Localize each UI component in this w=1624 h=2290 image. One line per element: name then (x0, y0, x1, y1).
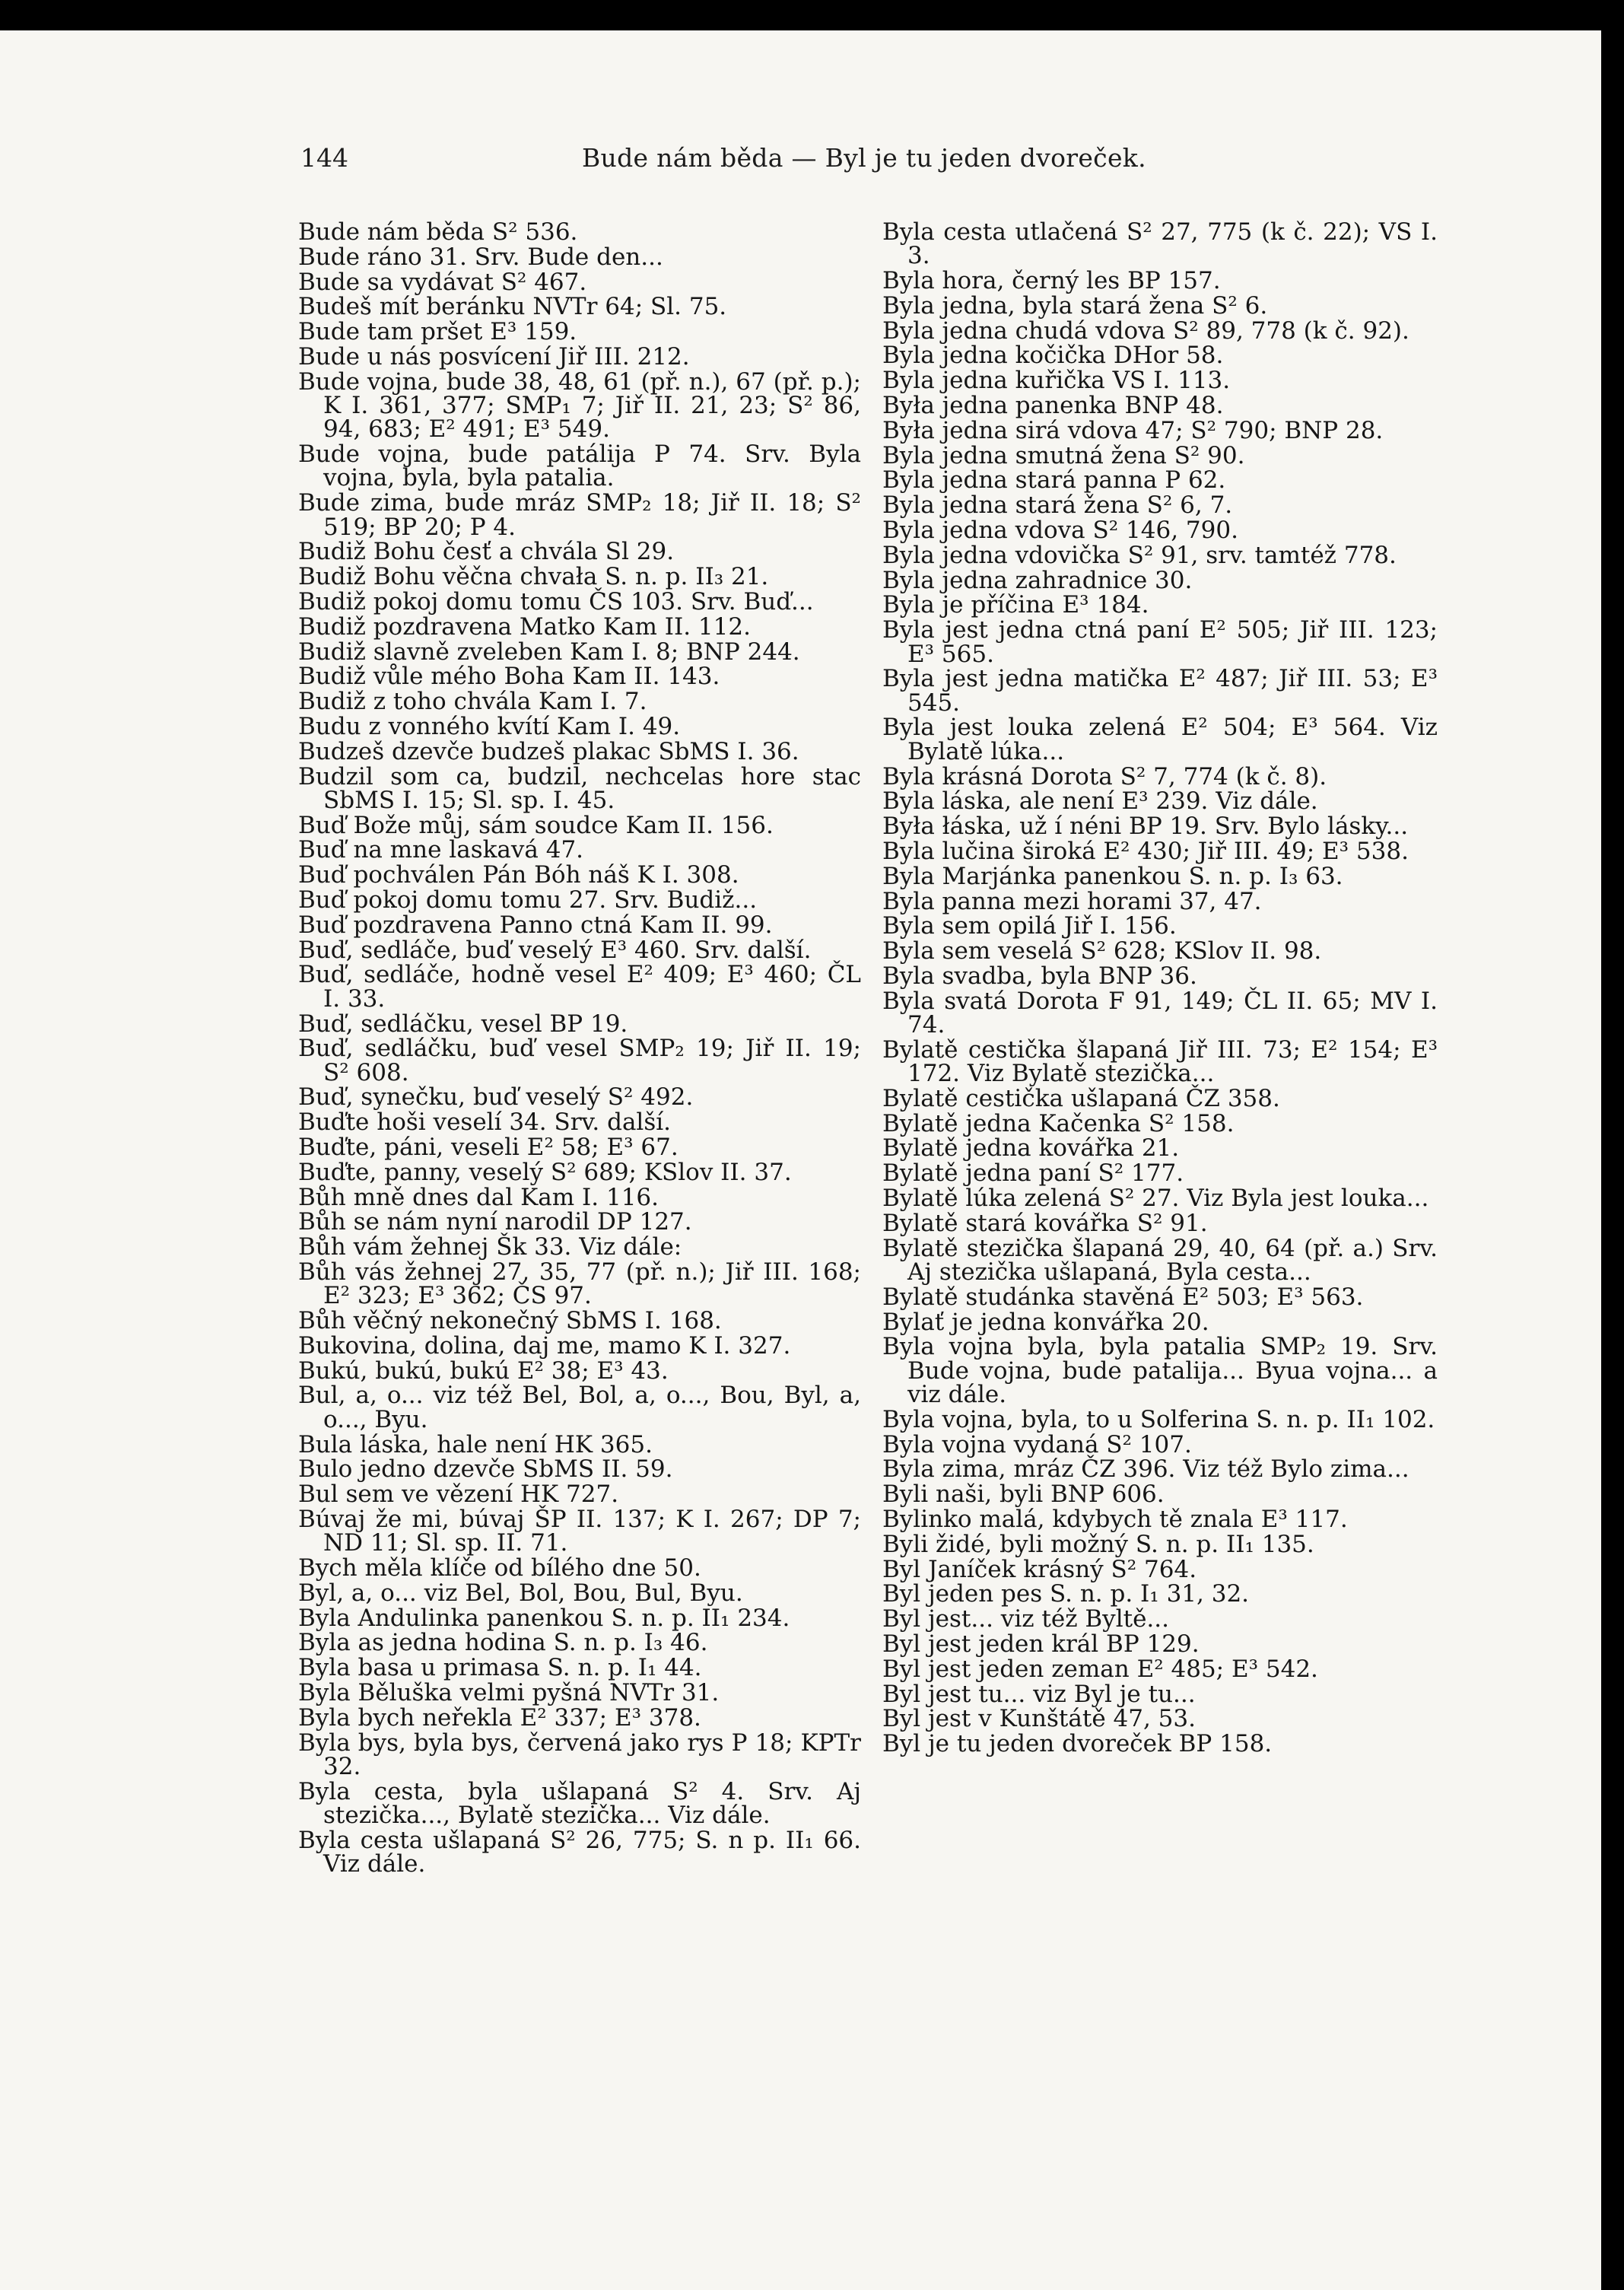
index-entry: Byli naši, byli BNP 606. (882, 1481, 1165, 1509)
index-entry: Bula láska, hale není HK 365. (298, 1430, 653, 1458)
index-entry: Bylatě lúka zelená S² 27. Viz Byla jest louka... (882, 1185, 1429, 1213)
index-entry: Była jedna sirá vdova 47; S² 790; BNP 28. (882, 416, 1384, 444)
index-entry: Bul sem ve vězení HK 727. (298, 1481, 619, 1509)
index-entry: Budiž Bohu česť a chvála Sl 29. (298, 538, 675, 566)
index-entry: Byla cesta ušlapaná S² 26, 775; S. n p. II₁ 66. Viz dále. (298, 1826, 861, 1878)
index-entry: Byla hora, černý les BP 157. (882, 267, 1221, 295)
index-column-right (882, 218, 1438, 1758)
index-entry: Bylatě studánka stavěná E² 503; E³ 563. (882, 1283, 1364, 1311)
index-entry: Búvaj že mi, búvaj ŠP II. 137; K I. 267; DP 7; ND 11; Sl. sp. II. 71. (298, 1505, 861, 1557)
index-entry: Byla sem opilá Jiř I. 156. (882, 912, 1177, 940)
index-entry: Byla cesta, byla ušlapaná S² 4. Srv. Aj stezička..., Bylatě stezička... Viz dále. (298, 1777, 861, 1829)
index-entry: Byla jest jedna ctná paní E² 505; Jiř III. 123; E³ 565. (882, 616, 1438, 668)
index-entry: Bylatě jedna paní S² 177. (882, 1159, 1184, 1188)
index-entry: Bukú, bukú, bukú E² 38; E³ 43. (298, 1357, 669, 1385)
index-entry: Buď Bože můj, sám soudce Kam II. 156. (298, 811, 774, 839)
index-entry: Byla jedna zahradnice 30. (882, 566, 1193, 594)
index-entry: Bude u nás posvícení Jiř III. 212. (298, 342, 690, 371)
index-entry: Buď, sedláčku, buď vesel SMP₂ 19; Jiř II. 19; S² 608. (298, 1035, 861, 1086)
book-page (0, 30, 1601, 2290)
index-entry: Bylatě cestička ušlapaná ČZ 358. (882, 1084, 1280, 1112)
index-entry: Bulo jedno dzevče SbMS II. 59. (298, 1455, 673, 1484)
index-entry: Byla jedna stará žena S² 6, 7. (882, 491, 1233, 520)
index-entry: Buď, sedláčku, vesel BP 19. (298, 1010, 628, 1038)
index-entry: Byla Běluška velmi pyšná NVTr 31. (298, 1679, 720, 1707)
index-entry: Bych měla klíče od bílého dne 50. (298, 1554, 701, 1582)
index-entry: Byl jest jeden zeman E² 485; E³ 542. (882, 1655, 1318, 1683)
index-entry: Budu z vonného kvítí Kam I. 49. (298, 712, 681, 740)
index-entry: Bylatě jedna Kačenka S² 158. (882, 1109, 1235, 1137)
index-entry: Bůh vás žehnej 27, 35, 77 (př. n.); Jiř III. 168; E² 323; E³ 362; ČS 97. (298, 1258, 861, 1310)
index-entry: Budzeš dzevče budzeš plakac SbMS I. 36. (298, 737, 799, 765)
index-entry: Bylinko malá, kdybych tě znala E³ 117. (882, 1505, 1348, 1533)
index-entry: Bylatě cestička šlapaná Jiř III. 73; E² 154; E³ 172. Viz Bylatě stezička... (882, 1035, 1438, 1088)
index-entry: Byla svatá Dorota F 91, 149; ČL II. 65; MV I. 74. (882, 987, 1438, 1038)
index-entry: Byl jest... viz též Byltě... (882, 1605, 1169, 1633)
index-entry: Byla jedna vdova S² 146, 790. (882, 517, 1238, 545)
index-entry: Bylatě stezička šlapaná 29, 40, 64 (př. a.) Srv. Aj stezička ušlapaná, Byla cesta... (882, 1234, 1438, 1286)
index-entry: Byl jest jeden král BP 129. (882, 1630, 1200, 1658)
index-entry: Buď, synečku, buď veselý S² 492. (298, 1083, 694, 1112)
index-entry: Bylať je jedna konvářka 20. (882, 1308, 1209, 1336)
index-entry: Buď pozdravena Panno ctná Kam II. 99. (298, 911, 773, 939)
index-entry: Bude sa vydávat S² 467. (298, 268, 587, 296)
index-entry: Byla lučina široká E² 430; Jiř III. 49; E³ 538. (882, 837, 1409, 865)
index-entry: Bude vojna, bude 38, 48, 61 (př. n.), 67 (př. p.); K I. 361, 377; SMP₁ 7; Jiř II. 21, 23; S² 86, 94, 683; E² 491; E³ 549. (298, 367, 861, 444)
index-entry: Byla Andulinka panenkou S. n. p. II₁ 234. (298, 1604, 790, 1632)
index-entry: Byla jedna, byla stará žena S² 6. (882, 291, 1268, 320)
index-entry: Buď na mne laskavá 47. (298, 836, 584, 864)
index-entry: Budzil som ca, budzil, nechcelas hore stac SbMS I. 15; Sl. sp. I. 45. (298, 762, 861, 814)
index-entry: Byla je příčina E³ 184. (882, 591, 1149, 619)
index-entry: Buďte hoši veselí 34. Srv. další. (298, 1108, 672, 1137)
index-entry: Byla jest louka zelená E² 504; E³ 564. Viz Bylatě lúka... (882, 714, 1438, 765)
index-entry: Bul, a, o... viz též Bel, Bol, a, o..., Bou, Byl, a, o..., Byu. (298, 1382, 861, 1433)
index-entry: Budeš mít beránku NVTr 64; Sl. 75. (298, 293, 727, 321)
index-entry: Budiž slavně zveleben Kam I. 8; BNP 244. (298, 638, 800, 666)
index-entry: Byla jedna vdovička S² 91, srv. tamtéž 778. (882, 541, 1397, 569)
index-entry: Była łáska, už í néni BP 19. Srv. Bylo lásky... (882, 813, 1409, 841)
index-entry: Byla bych neřekla E² 337; E³ 378. (298, 1703, 701, 1732)
index-entry: Była jedna panenka BNP 48. (882, 392, 1224, 420)
index-entry: Byla jedna smutná žena S² 90. (882, 441, 1245, 469)
index-entry: Budiž pozdravena Matko Kam II. 112. (298, 612, 751, 641)
index-entry: Byla Marjánka panenkou S. n. p. I₃ 63. (882, 862, 1343, 890)
index-entry: Bukovina, dolina, daj me, mamo K I. 327. (298, 1331, 791, 1360)
index-entry: Buďte, páni, veseli E² 58; E³ 67. (298, 1133, 679, 1161)
index-entry: Byla jedna chudá vdova S² 89, 778 (k č. 92). (882, 316, 1409, 345)
index-entry: Byla vojna vydaná S² 107. (882, 1430, 1192, 1458)
index-column-left (298, 218, 861, 1878)
index-entry: Budiž vůle mého Boha Kam II. 143. (298, 663, 720, 691)
index-entry: Buď, sedláče, hodně vesel E² 409; E³ 460; ČL I. 33. (298, 961, 861, 1013)
index-entry: Bůh se nám nyní narodil DP 127. (298, 1208, 692, 1236)
index-entry: Byla basa u primasa S. n. p. I₁ 44. (298, 1654, 702, 1682)
index-entry: Bude zima, bude mráz SMP₂ 18; Jiř II. 18; S² 519; BP 20; P 4. (298, 489, 861, 541)
index-entry: Byla as jedna hodina S. n. p. I₃ 46. (298, 1629, 708, 1657)
index-entry: Buď pochválen Pán Bóh náš K I. 308. (298, 861, 739, 889)
index-entry: Bude vojna, bude patálija P 74. Srv. Byla vojna, byla, byla patalia. (298, 441, 861, 492)
index-entry: Byla jedna kočička DHor 58. (882, 342, 1224, 370)
index-entry: Byla jedna kuřička VS I. 113. (882, 367, 1231, 395)
index-entry: Budiž pokoj domu tomu ČS 103. Srv. Buď... (298, 587, 814, 615)
index-entry: Byl je tu jeden dvoreček BP 158. (882, 1730, 1273, 1758)
page-number: 144 (300, 143, 348, 173)
index-entry: Buď, sedláče, buď veselý E³ 460. Srv. další. (298, 936, 812, 964)
index-entry: Budiž z toho chvála Kam I. 7. (298, 688, 647, 716)
page-header (300, 143, 1305, 189)
index-entry: Buďte, panny, veselý S² 689; KSlov II. 37. (298, 1158, 792, 1186)
index-entry: Byl jest v Kunštátě 47, 53. (882, 1705, 1196, 1733)
index-entry: Byla bys, byla bys, červená jako rys P 18; KPTr 32. (298, 1729, 861, 1780)
index-entry: Byl jest tu... viz Byl je tu... (882, 1680, 1196, 1708)
index-entry: Byla panna mezi horami 37, 47. (882, 887, 1262, 915)
index-entry: Byla svadba, byla BNP 36. (882, 962, 1197, 990)
index-entry: Byla láska, ale není E³ 239. Viz dále. (882, 787, 1318, 816)
index-entry: Byli židé, byli možný S. n. p. II₁ 135. (882, 1530, 1314, 1558)
index-entry: Buď pokoj domu tomu 27. Srv. Budiž... (298, 886, 758, 914)
index-entry: Bude ráno 31. Srv. Bude den... (298, 243, 663, 271)
index-entry: Bylatě stará kovářka S² 91. (882, 1209, 1208, 1237)
index-entry: Bylatě jedna kovářka 21. (882, 1134, 1180, 1162)
index-entry: Bůh věčný nekonečný SbMS I. 168. (298, 1307, 722, 1335)
index-entry: Byla vojna byla, byla patalia SMP₂ 19. Srv. Bude vojna, bude patalija... Byua vojna... a viz dále. (882, 1333, 1438, 1408)
index-entry: Budiž Bohu věčna chvała S. n. p. II₃ 21. (298, 563, 769, 591)
index-entry: Byl jeden pes S. n. p. I₁ 31, 32. (882, 1580, 1250, 1608)
index-entry: Byla krásná Dorota S² 7, 774 (k č. 8). (882, 762, 1327, 790)
index-entry: Byl Janíček krásný S² 764. (882, 1555, 1197, 1583)
index-entry: Bude tam pršet E³ 159. (298, 318, 577, 346)
index-entry: Bůh vám žehnej Šk 33. Viz dále: (298, 1233, 682, 1261)
index-entry: Byla vojna, byla, to u Solferina S. n. p. II₁ 102. (882, 1405, 1435, 1433)
index-entry: Byla cesta utlačená S² 27, 775 (k č. 22); VS I. 3. (882, 218, 1438, 270)
index-entry: Byl, a, o... viz Bel, Bol, Bou, Bul, Byu. (298, 1579, 743, 1607)
running-title: Bude nám běda — Byl je tu jeden dvoreček. (582, 143, 1146, 173)
index-entry: Byla sem veselá S² 628; KSlov II. 98. (882, 937, 1322, 965)
index-entry: Bude nám běda S² 536. (298, 218, 578, 246)
index-entry: Bůh mně dnes dal Kam I. 116. (298, 1183, 659, 1211)
index-entry: Byla jedna stará panna P 62. (882, 466, 1226, 495)
index-entry: Byla jest jedna matička E² 487; Jiř III. 53; E³ 545. (882, 665, 1438, 717)
index-entry: Byla zima, mráz ČZ 396. Viz též Bylo zima... (882, 1455, 1409, 1484)
